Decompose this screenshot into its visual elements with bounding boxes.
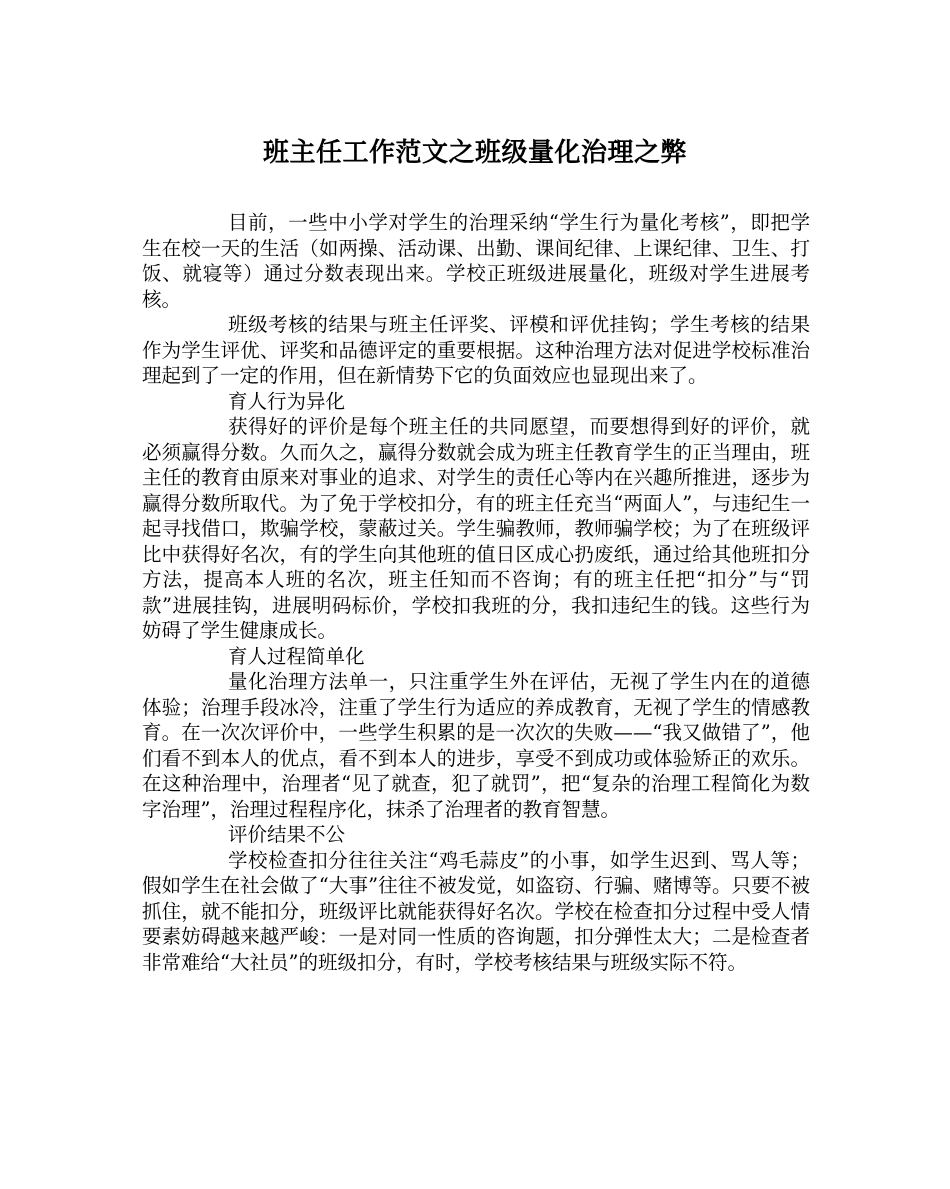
section-heading: 育人过程简单化 bbox=[228, 644, 365, 668]
document-title: 班主任工作范文之班级量化治理之弊 bbox=[262, 138, 687, 168]
paragraph: 获得好的评价是每个班主任的共同愿望，而要想得到好的评价，就必须赢得分数。久而久之，赢得分数就会成为班主任教育学生的正当理由，班主任的教育由原来对事业的追求、对学生的责任心等内在兴趣所推进，逐步为赢得分数所取代。为了免于学校扣分，有的班主任充当“两面人”，与违纪生一起寻找借口，欺骗学校，蒙蔽过关。学生骗教师，教师骗学校；为了在班级评比中获得好名次，有的学生向其他班的值日区成心扔废纸，通过给其他班扣分方法，提高本人班的名次，班主任知而不咨询；有的班主任把“扣分”与“罚款”进展挂钩，进展明码标价，学校扣我班的分，我扣违纪生的钱。这些行为妨碍了学生健康成长。 bbox=[142, 415, 810, 642]
document-body bbox=[142, 210, 810, 975]
paragraph: 学校检查扣分往往关注“鸡毛蒜皮”的小事，如学生迟到、骂人等；假如学生在社会做了“大事”往往不被发觉，如盗窃、行骗、赌博等。只要不被抓住，就不能扣分，班级评比就能获得好名次。学校在检查扣分过程中受人情要素妨碍越来越严峻：一是对同一性质的咨询题，扣分弹性太大；二是检查者非常难给“大社员”的班级扣分，有时，学校考核结果与班级实际不符。 bbox=[142, 848, 810, 974]
section-heading: 育人行为异化 bbox=[228, 389, 346, 413]
paragraph: 班级考核的结果与班主任评奖、评模和评优挂钩；学生考核的结果作为学生评优、评奖和品德评定的重要根据。这种治理方法对促进学校标准治理起到了一定的作用，但在新情势下它的负面效应也显现出来了。 bbox=[142, 313, 810, 387]
paragraph: 量化治理方法单一，只注重学生外在评估，无视了学生内在的道德体验；治理手段冰冷，注重了学生行为适应的养成教育，无视了学生的情感教育。在一次次评价中，一些学生积累的是一次次的失败——“我又做错了”，他们看不到本人的优点，看不到本人的进步，享受不到成功或体验矫正的欢乐。在这种治理中，治理者“见了就查，犯了就罚”，把“复杂的治理工程简化为数字治理”，治理过程程序化，抹杀了治理者的教育智慧。 bbox=[142, 670, 810, 821]
section-heading: 评价结果不公 bbox=[228, 823, 346, 846]
paragraph: 目前，一些中小学对学生的治理采纳“学生行为量化考核”，即把学生在校一天的生活（如两操、活动课、出勤、课间纪律、上课纪律、卫生、打饭、就寝等）通过分数表现出来。学校正班级进展量化，班级对学生进展考核。 bbox=[142, 211, 810, 311]
